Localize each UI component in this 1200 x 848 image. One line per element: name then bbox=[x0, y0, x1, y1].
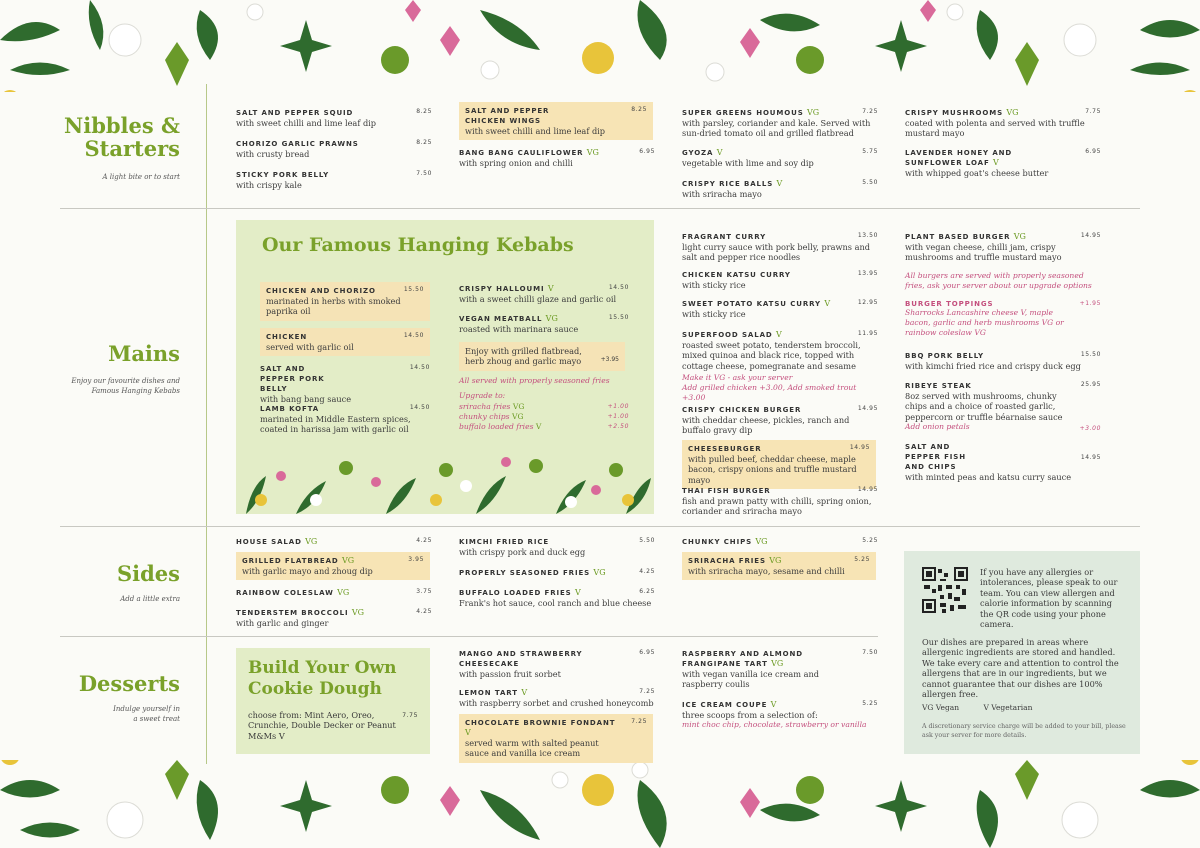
menu-item-fragrant-curry bbox=[682, 232, 878, 263]
item-price: 15.50 bbox=[1080, 351, 1101, 358]
item-desc: with garlic mayo and zhoug dip bbox=[242, 566, 373, 576]
section-subtitle-sides: Add a little extra bbox=[120, 595, 180, 603]
item-price: 11.95 bbox=[857, 330, 878, 337]
item-desc: with sticky rice bbox=[682, 309, 746, 319]
item-desc: with sweet chilli and lime leaf dip bbox=[465, 126, 606, 136]
item-name: LAMB KOFTA bbox=[260, 405, 320, 413]
item-desc: with sticky rice bbox=[682, 280, 746, 290]
item-name: SALT AND PEPPER FISH AND CHIPS bbox=[905, 443, 966, 471]
menu-item-salt-pepper-squid bbox=[236, 108, 432, 128]
allergy-disclaimer: Our dishes are prepared in areas where allergenic ingredients are stored and handled. We take every care and attention to control the allergens that are in our ingredients, but we cannot guarantee that our dishes are 100% allergen free. bbox=[922, 637, 1119, 700]
item-name: BBQ PORK BELLY bbox=[905, 352, 985, 360]
item-desc: with passion fruit sorbet bbox=[459, 669, 561, 679]
addon-price: +3.95 bbox=[600, 356, 619, 363]
item-price: 5.25 bbox=[862, 700, 878, 707]
item-desc: roasted with marinara sauce bbox=[459, 324, 579, 334]
item-name: VEGAN MEATBALL VG bbox=[459, 314, 558, 323]
item-price: 7.25 bbox=[631, 718, 647, 725]
item-name: RIBEYE STEAK bbox=[905, 382, 972, 390]
menu-item-vegan-meatball bbox=[459, 314, 629, 334]
item-name: THAI FISH BURGER bbox=[682, 487, 771, 495]
item-desc: roasted sweet potato, tenderstem broccoli, mixed quinoa and black rice, topped with cottage cheese, pomegranate and sesame bbox=[682, 340, 861, 371]
diet-key bbox=[922, 703, 1054, 712]
item-desc: with vegan cheese, chilli jam, crispy mushrooms and truffle mustard mayo bbox=[905, 242, 1062, 263]
menu-item-buffalo-fries bbox=[459, 588, 655, 608]
item-desc: light curry sauce with pork belly, prawns and salt and pepper rice noodles bbox=[682, 242, 870, 263]
upgrade-list bbox=[459, 402, 629, 432]
item-price: 14.50 bbox=[608, 284, 629, 291]
item-desc: served warm with salted peanut sauce and vanilla ice cream bbox=[465, 738, 599, 759]
item-price: 7.50 bbox=[862, 649, 878, 656]
item-desc: with parsley, coriander and kale. Served with sun-dried tomato oil and grilled flatbread bbox=[682, 118, 871, 139]
item-desc: marinated in Middle Eastern spices, coated in harissa jam with garlic oil bbox=[260, 414, 411, 435]
item-price: 4.25 bbox=[639, 568, 655, 575]
allergy-info-panel bbox=[904, 551, 1140, 754]
item-price: 15.50 bbox=[403, 286, 424, 293]
item-price: 14.50 bbox=[409, 404, 430, 411]
item-name: KIMCHI FRIED RICE bbox=[459, 538, 550, 546]
vegan-key: VG Vegan bbox=[922, 703, 960, 712]
menu-item-houmous bbox=[682, 108, 878, 139]
item-desc: with bang bang sauce bbox=[260, 394, 352, 404]
menu-item-chicken-chorizo bbox=[260, 282, 430, 321]
menu-item-frangipane bbox=[682, 649, 878, 690]
menu-item-gyoza bbox=[682, 148, 878, 168]
item-price: 7.75 bbox=[1085, 108, 1101, 115]
item-name: CRISPY HALLOUMI V bbox=[459, 284, 554, 293]
item-desc: with pulled beef, cheddar cheese, maple bacon, crispy onions and truffle mustard mayo bbox=[688, 454, 857, 485]
menu-item-superfood-salad bbox=[682, 330, 878, 403]
item-name: CHICKEN KATSU CURRY bbox=[682, 271, 791, 279]
onion-petals-addon: Add onion petals +3.00 bbox=[905, 422, 1101, 433]
upgrade-label: Upgrade to: bbox=[459, 391, 506, 400]
menu-item-cheeseburger bbox=[682, 440, 876, 489]
item-desc: with vegan vanilla ice cream and raspberry coulis bbox=[682, 669, 820, 690]
item-name: HOUSE SALAD VG bbox=[236, 537, 318, 546]
item-price: 14.95 bbox=[857, 405, 878, 412]
item-name: STICKY PORK BELLY bbox=[236, 171, 330, 179]
kebab-panel-flowers bbox=[236, 456, 654, 514]
item-name: PROPERLY SEASONED FRIES VG bbox=[459, 568, 606, 577]
item-name: FRAGRANT CURRY bbox=[682, 233, 767, 241]
fries-note: All served with properly seasoned fries bbox=[459, 376, 610, 385]
item-desc: with crusty bread bbox=[236, 149, 310, 159]
item-desc: with whipped goat's cheese butter bbox=[905, 168, 1049, 178]
divider-mains-sides bbox=[60, 526, 1140, 527]
item-name: GRILLED FLATBREAD VG bbox=[242, 556, 355, 565]
item-desc: marinated in herbs with smoked paprika oil bbox=[266, 296, 401, 317]
item-price: 5.25 bbox=[854, 556, 870, 563]
superfood-note-addons: Add grilled chicken +3.00, Add smoked trout +3.00 bbox=[682, 383, 857, 403]
menu-item-ice-cream-coupe bbox=[682, 700, 878, 730]
item-desc: served with garlic oil bbox=[266, 342, 354, 352]
item-price: 4.25 bbox=[416, 537, 432, 544]
section-divider-vertical bbox=[206, 84, 207, 764]
item-desc: with minted peas and katsu curry sauce bbox=[905, 472, 1072, 482]
menu-item-crispy-mushrooms bbox=[905, 108, 1101, 139]
item-name: CHUNKY CHIPS VG bbox=[682, 537, 768, 546]
item-desc: fish and prawn patty with chilli, spring onion, coriander and sriracha mayo bbox=[682, 496, 872, 517]
menu-item-sweet-potato-katsu bbox=[682, 299, 878, 319]
menu-item-thai-fish-burger bbox=[682, 486, 878, 517]
item-price: 6.95 bbox=[1085, 148, 1101, 155]
menu-item-bbq-pork-belly bbox=[905, 351, 1101, 371]
item-desc: with sriracha mayo, sesame and chilli bbox=[688, 566, 845, 576]
menu-item-bang-bang bbox=[459, 148, 655, 168]
item-desc: three scoops from a selection of: bbox=[682, 710, 818, 720]
section-subtitle-desserts: Indulge yourself in a sweet treat bbox=[113, 705, 180, 723]
item-desc: with garlic and ginger bbox=[236, 618, 329, 628]
item-price: 12.95 bbox=[857, 299, 878, 306]
vegetarian-key: V Vegetarian bbox=[983, 703, 1033, 712]
item-name: BANG BANG CAULIFLOWER VG bbox=[459, 148, 599, 157]
item-price: 14.50 bbox=[409, 364, 430, 371]
item-price: 6.25 bbox=[639, 588, 655, 595]
qr-code-icon[interactable] bbox=[922, 567, 968, 613]
menu-item-plant-burger bbox=[905, 232, 1101, 263]
item-price: 5.50 bbox=[862, 179, 878, 186]
item-price: 7.50 bbox=[416, 170, 432, 177]
item-price: 14.95 bbox=[849, 444, 870, 451]
ice-cream-flavours: mint choc chip, chocolate, strawberry or vanilla bbox=[682, 720, 867, 730]
item-name: CHORIZO GARLIC PRAWNS bbox=[236, 140, 359, 148]
menu-item-kimchi-rice bbox=[459, 537, 655, 557]
item-name: ICE CREAM COUPE V bbox=[682, 700, 777, 709]
menu-item-burger-toppings bbox=[905, 300, 1101, 338]
item-price: 14.50 bbox=[403, 332, 424, 339]
item-price: 6.95 bbox=[639, 148, 655, 155]
section-title-nibbles: Nibbles & Starters bbox=[64, 113, 180, 161]
menu-item-ribeye-steak bbox=[905, 381, 1101, 432]
menu-item-katsu bbox=[682, 270, 878, 290]
upgrade-sriracha: sriracha fries VG +1.00 bbox=[459, 402, 629, 411]
item-name: CHOCOLATE BROWNIE FONDANT V bbox=[465, 719, 616, 737]
item-desc: with sweet chilli and lime leaf dip bbox=[236, 118, 377, 128]
item-desc: with sriracha mayo bbox=[682, 189, 762, 199]
enjoy-flatbread-addon bbox=[459, 342, 625, 371]
item-name: SALT AND PEPPER SQUID bbox=[236, 109, 354, 117]
kebabs-title: Our Famous Hanging Kebabs bbox=[262, 234, 574, 256]
item-desc: Frank's hot sauce, cool ranch and blue cheese bbox=[459, 598, 652, 608]
menu-item-brownie-fondant bbox=[459, 714, 653, 763]
menu-item-house-salad bbox=[236, 537, 432, 547]
item-desc: with a sweet chilli glaze and garlic oil bbox=[459, 294, 617, 304]
bottom-floral-border bbox=[0, 760, 1200, 848]
item-desc: with raspberry sorbet and crushed honeycomb bbox=[459, 698, 654, 708]
item-price: 8.25 bbox=[631, 106, 647, 113]
hanging-kebabs-panel bbox=[236, 220, 654, 514]
menu-item-halloumi bbox=[459, 284, 629, 304]
item-desc: with kimchi fried rice and crispy duck egg bbox=[905, 361, 1081, 371]
item-price: 13.50 bbox=[857, 232, 878, 239]
section-title-sides: Sides bbox=[116, 561, 180, 586]
item-desc: with cheddar cheese, pickles, ranch and buffalo gravy dip bbox=[682, 415, 850, 436]
item-price: 5.75 bbox=[862, 148, 878, 155]
item-name: CHICKEN bbox=[266, 333, 308, 341]
item-price: 4.25 bbox=[416, 608, 432, 615]
item-price: 13.95 bbox=[857, 270, 878, 277]
item-desc: vegetable with lime and soy dip bbox=[682, 158, 814, 168]
item-name: BURGER TOPPINGS bbox=[905, 300, 994, 308]
item-price: 7.25 bbox=[639, 688, 655, 695]
menu-item-lamb-kofta bbox=[260, 404, 430, 435]
upgrade-chunky: chunky chips VG +1.00 bbox=[459, 412, 629, 421]
item-price: 25.95 bbox=[1080, 381, 1101, 388]
item-price: 3.75 bbox=[416, 588, 432, 595]
top-floral-border bbox=[0, 0, 1200, 92]
section-subtitle-mains: Enjoy our favourite dishes and Famous Hanging Kebabs bbox=[71, 377, 180, 395]
menu-item-tenderstem-broccoli bbox=[236, 608, 432, 628]
item-name: PLANT BASED BURGER VG bbox=[905, 232, 1026, 241]
item-desc: with crispy kale bbox=[236, 180, 302, 190]
item-price: 14.95 bbox=[1080, 232, 1101, 239]
menu-item-sticky-pork bbox=[236, 170, 432, 190]
menu-item-crispy-chicken-burger bbox=[682, 405, 878, 436]
item-name: CHEESEBURGER bbox=[688, 445, 762, 453]
menu-item-chicken-kebab bbox=[260, 328, 430, 356]
cookie-dough-desc: choose from: Mint Aero, Oreo, Crunchie, Double Decker or Peanut M&Ms V bbox=[248, 710, 396, 741]
item-price: 8.25 bbox=[416, 108, 432, 115]
item-price: 14.95 bbox=[1080, 454, 1101, 461]
item-price: 6.95 bbox=[639, 649, 655, 656]
item-desc: coated with polenta and served with truffle mustard mayo bbox=[905, 118, 1085, 139]
item-name: RASPBERRY AND ALMOND FRANGIPANE TART VG bbox=[682, 650, 803, 668]
menu-item-honey-loaf bbox=[905, 148, 1101, 178]
menu-item-cheesecake bbox=[459, 649, 655, 679]
menu-item-pork-belly-kebab bbox=[260, 364, 430, 404]
divider-starters-mains bbox=[60, 208, 1140, 209]
addon-text: Enjoy with grilled flatbread, herb zhoug and garlic mayo bbox=[465, 346, 582, 367]
item-name: CRISPY RICE BALLS V bbox=[682, 179, 783, 188]
item-name: CHICKEN AND CHORIZO bbox=[266, 287, 376, 295]
item-price: 7.25 bbox=[862, 108, 878, 115]
burger-fries-note: All burgers are served with properly seasoned fries, ask your server about our upgrade options bbox=[905, 271, 1092, 290]
item-name: BUFFALO LOADED FRIES V bbox=[459, 588, 581, 597]
cookie-dough-price: 7.75 bbox=[402, 712, 418, 719]
item-price: 14.95 bbox=[857, 486, 878, 493]
menu-item-seasoned-fries bbox=[459, 568, 655, 578]
menu-item-sriracha-fries bbox=[682, 552, 876, 580]
item-name: RAINBOW COLESLAW VG bbox=[236, 588, 350, 597]
item-desc: with spring onion and chilli bbox=[459, 158, 573, 168]
item-name: SUPERFOOD SALAD V bbox=[682, 330, 782, 339]
item-name: TENDERSTEM BROCCOLI VG bbox=[236, 608, 364, 617]
item-name: LAVENDER HONEY AND SUNFLOWER LOAF V bbox=[905, 149, 1013, 167]
menu-item-rainbow-coleslaw bbox=[236, 588, 432, 598]
superfood-note-vg: Make it VG - ask your server bbox=[682, 373, 793, 383]
menu-item-chunky-chips bbox=[682, 537, 878, 547]
section-title-mains: Mains bbox=[108, 341, 180, 366]
item-desc: 8oz served with mushrooms, chunky chips and a choice of roasted garlic, peppercorn or truffle béarnaise sauce bbox=[905, 391, 1063, 422]
divider-sides-desserts bbox=[60, 636, 878, 637]
item-name: CRISPY MUSHROOMS VG bbox=[905, 108, 1019, 117]
item-price: 15.50 bbox=[608, 314, 629, 321]
item-name: SRIRACHA FRIES VG bbox=[688, 556, 782, 565]
menu-item-lemon-tart bbox=[459, 688, 655, 708]
item-price: +1.95 bbox=[1079, 300, 1101, 307]
section-title-desserts: Desserts bbox=[78, 671, 180, 696]
section-subtitle-nibbles: A light bite or to start bbox=[102, 173, 180, 181]
upgrade-buffalo: buffalo loaded fries V +2.50 bbox=[459, 422, 629, 431]
menu-item-chicken-wings bbox=[459, 102, 653, 140]
cookie-dough-title: Build Your Own Cookie Dough bbox=[248, 658, 397, 699]
item-desc: with crispy pork and duck egg bbox=[459, 547, 586, 557]
item-name: SUPER GREENS HOUMOUS VG bbox=[682, 108, 820, 117]
menu-item-chorizo-prawns bbox=[236, 139, 432, 159]
item-name: MANGO AND STRAWBERRY CHEESECAKE bbox=[459, 650, 583, 668]
item-name: SALT AND PEPPER CHICKEN WINGS bbox=[465, 107, 550, 125]
item-name: GYOZA V bbox=[682, 148, 723, 157]
menu-item-rice-balls bbox=[682, 179, 878, 199]
menu-item-fish-and-chips bbox=[905, 442, 1101, 482]
item-price: 3.95 bbox=[408, 556, 424, 563]
menu-item-grilled-flatbread bbox=[236, 552, 430, 580]
cookie-dough-panel bbox=[236, 648, 430, 754]
item-price: 5.50 bbox=[639, 537, 655, 544]
item-desc: Sharrocks Lancashire cheese V, maple bacon, garlic and herb mushrooms VG or rainbow coleslaw VG bbox=[905, 308, 1064, 337]
item-price: 5.25 bbox=[862, 537, 878, 544]
item-name: SALT AND PEPPER PORK BELLY bbox=[260, 365, 325, 393]
allergy-qr-text: If you have any allergies or intolerances, please speak to our team. You can view allergen and calorie information by scanning the QR code using your phone camera. bbox=[980, 567, 1118, 630]
item-name: SWEET POTATO KATSU CURRY V bbox=[682, 299, 831, 308]
service-charge-note: A discretionary service charge will be added to your bill, please ask your server for more details. bbox=[922, 723, 1126, 739]
item-name: LEMON TART V bbox=[459, 688, 528, 697]
item-price: 8.25 bbox=[416, 139, 432, 146]
item-name: CRISPY CHICKEN BURGER bbox=[682, 406, 802, 414]
